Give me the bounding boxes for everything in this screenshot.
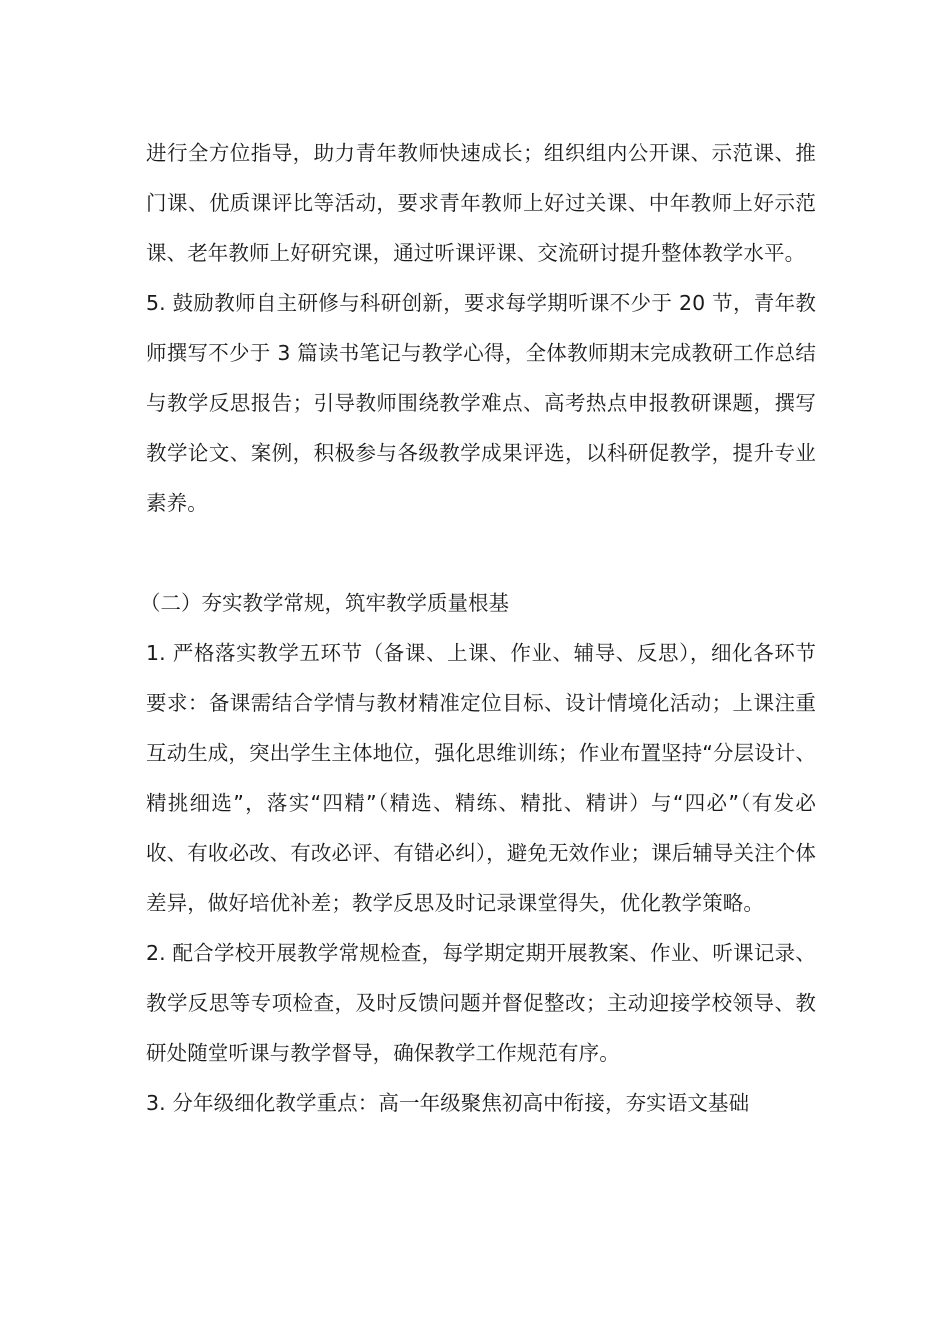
document-body xyxy=(140,128,816,1128)
paragraph-item-2-inspection: 2. 配合学校开展教学常规检查，每学期定期开展教案、作业、听课记录、教学反思等专项检查，及时反馈问题并督促整改；主动迎接学校领导、教研处随堂听课与教学督导，确保教学工作规范有序。 xyxy=(146,941,816,1065)
section-spacer xyxy=(146,528,816,578)
paragraph-item-3-grade-focus: 3. 分年级细化教学重点：高一年级聚焦初高中衔接，夯实语文基础 xyxy=(146,1091,750,1115)
paragraph-item-5-self-study: 5. 鼓励教师自主研修与科研创新，要求每学期听课不少于 20 节，青年教师撰写不少于 3 篇读书笔记与教学心得，全体教师期末完成教研工作总结与教学反思报告；引导教师围绕教学难点、高考热点申报教研课题，撰写教学论文、案例，积极参与各级教学成果评选，以科研促教学，提升专业素养。 xyxy=(146,291,816,515)
section-heading: （二）夯实教学常规，筑牢教学质量根基 xyxy=(140,591,509,615)
paragraph-teacher-guidance: 进行全方位指导，助力青年教师快速成长；组织组内公开课、示范课、推门课、优质课评比等活动，要求青年教师上好过关课、中年教师上好示范课、老年教师上好研究课，通过听课评课、交流研讨提升整体教学水平。 xyxy=(146,141,816,265)
paragraph-item-1-five-steps: 1. 严格落实教学五环节（备课、上课、作业、辅导、反思），细化各环节要求：备课需结合学情与教材精准定位目标、设计情境化活动；上课注重互动生成，突出学生主体地位，强化思维训练；作业布置坚持“分层设计、精挑细选”，落实“四精”（精选、精练、精批、精讲）与“四必”（有发必收、有收必改、有改必评、有错必纠），避免无效作业；课后辅导关注个体差异，做好培优补差；教学反思及时记录课堂得失，优化教学策略。 xyxy=(146,641,816,915)
